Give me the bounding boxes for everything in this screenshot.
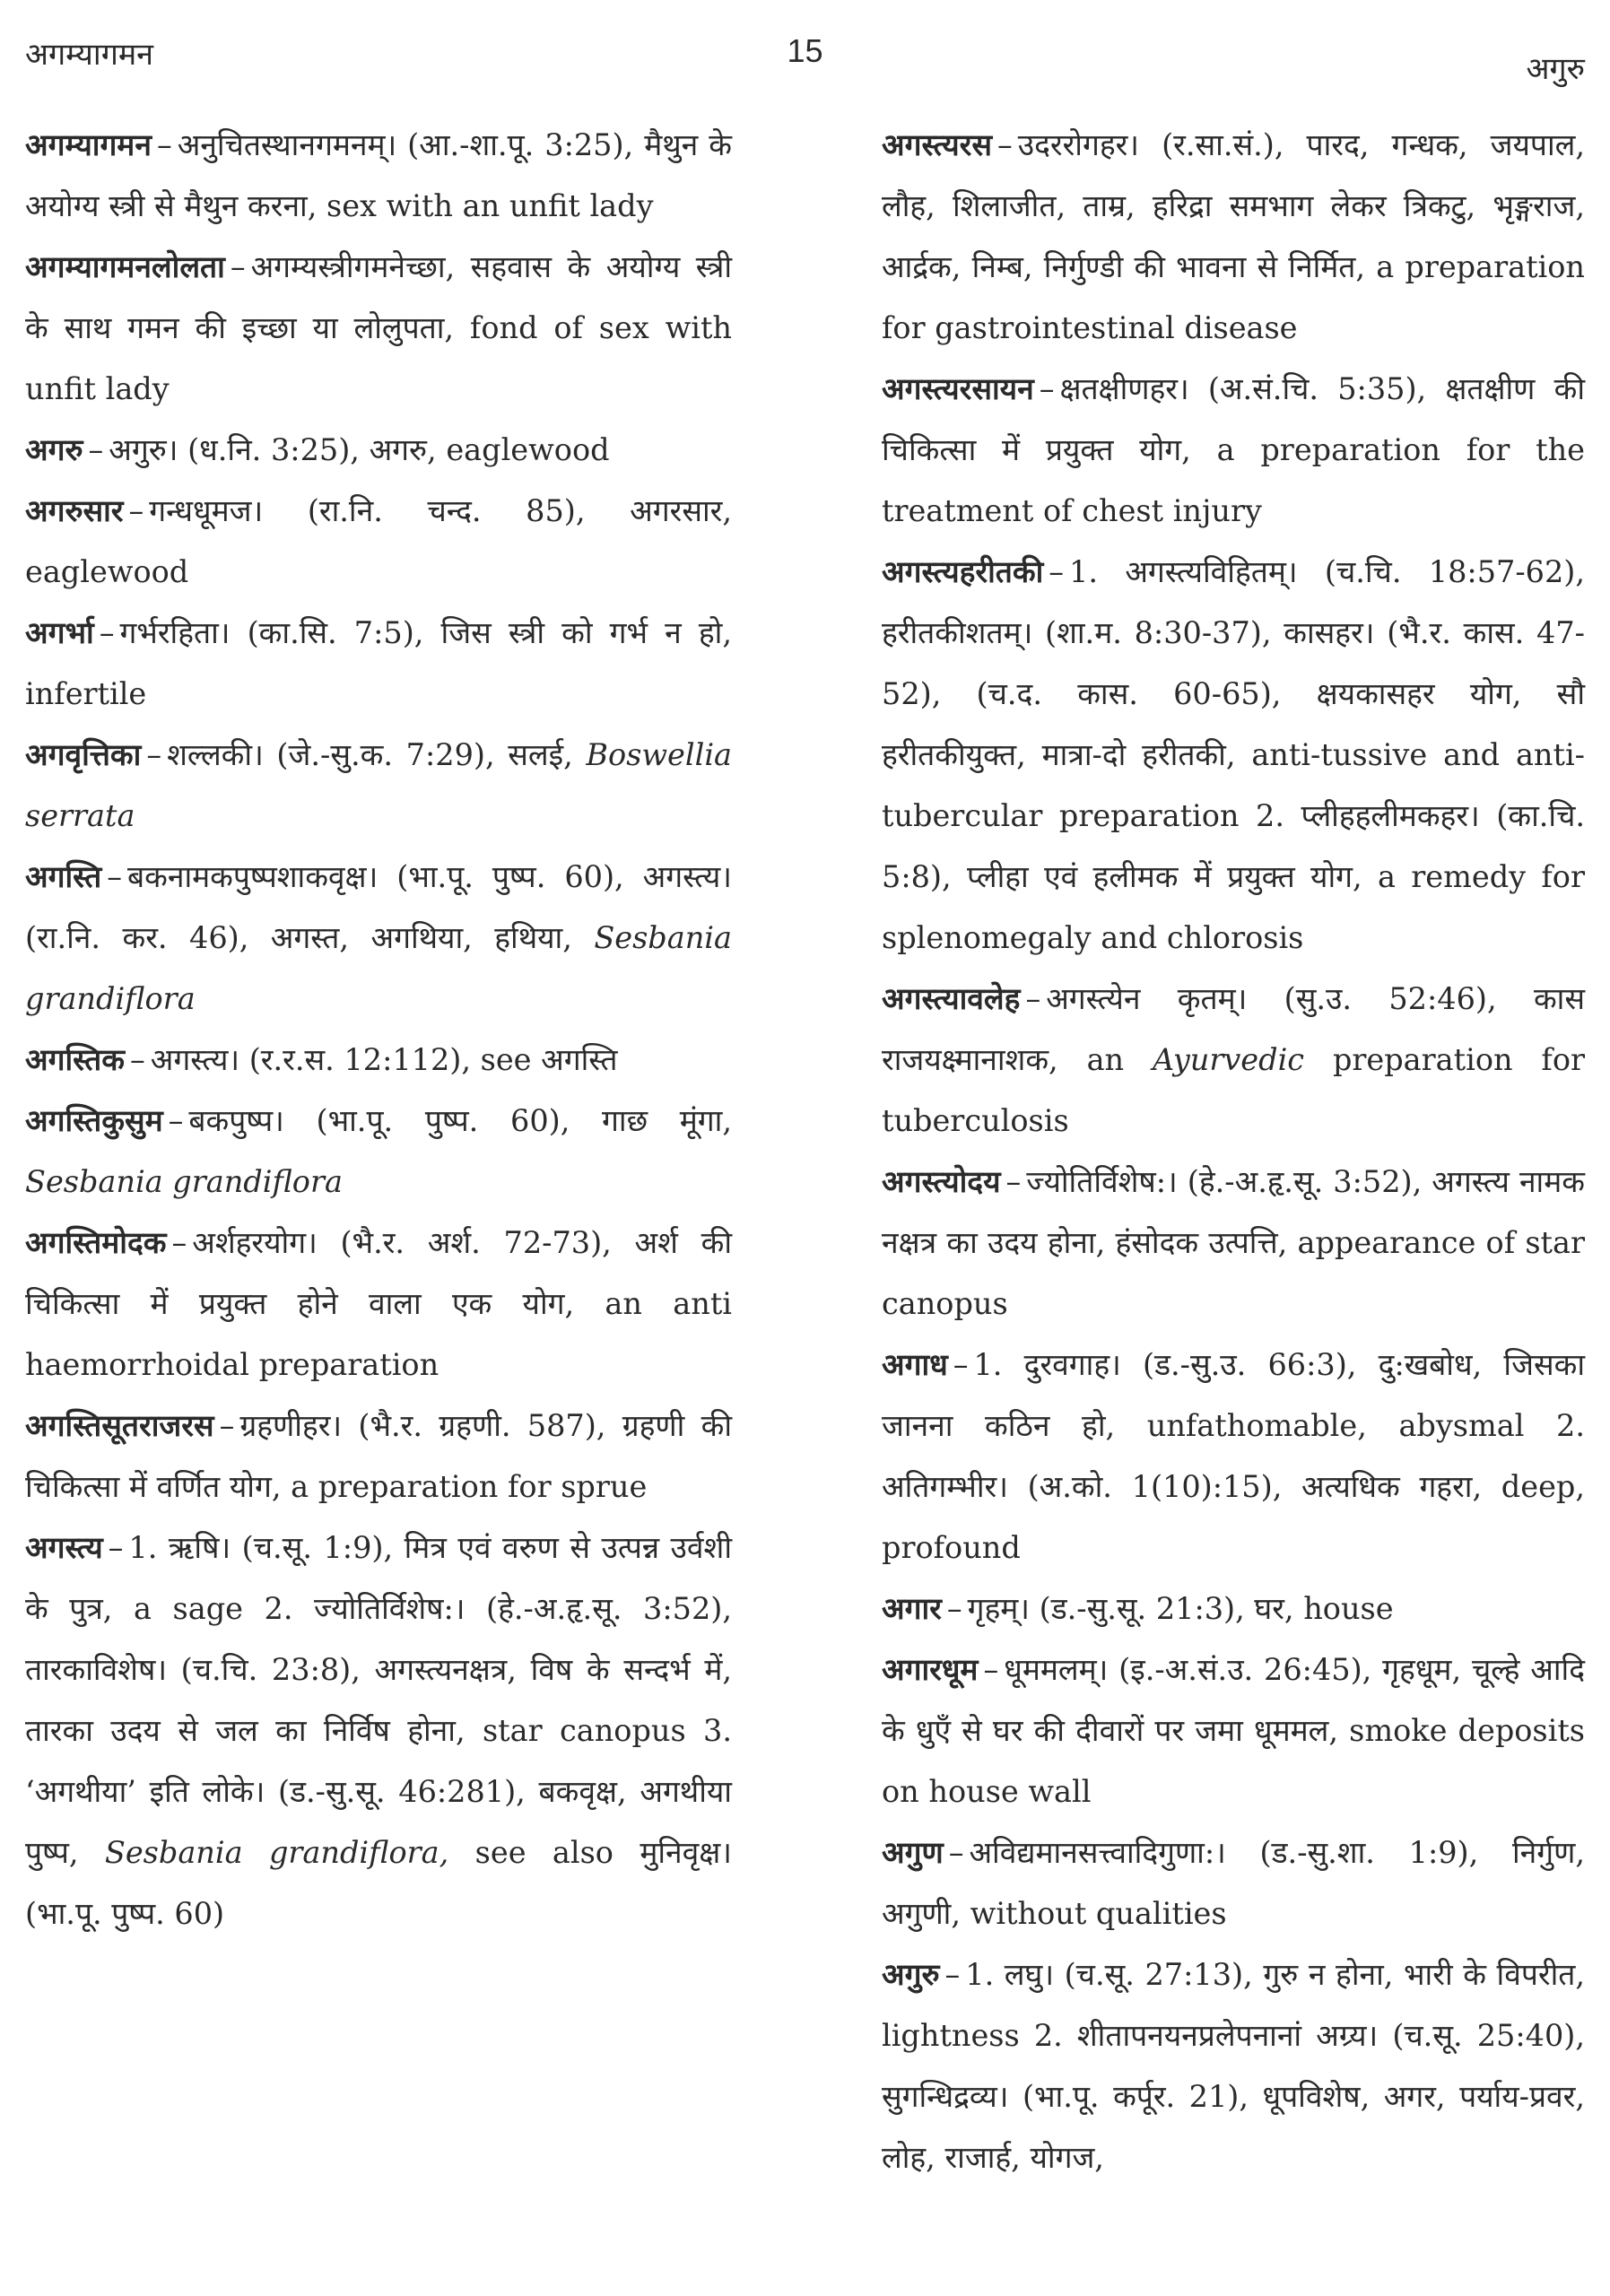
entry-headword: अगम्यागमनलोलता bbox=[25, 249, 225, 284]
dictionary-entry bbox=[882, 1152, 1585, 1335]
dictionary-entry bbox=[25, 1091, 732, 1213]
entry-dash: – bbox=[171, 1225, 187, 1260]
left-column bbox=[25, 115, 732, 2260]
entry-dash: – bbox=[1005, 1164, 1022, 1199]
entry-dash: – bbox=[168, 1103, 184, 1138]
entry-headword: अगाध bbox=[882, 1347, 948, 1382]
entry-definition: गर्भरहिता। (का.सि. 7:5), जिस स्त्री को गर्भ न हो, infertile bbox=[25, 615, 732, 711]
dictionary-entry bbox=[25, 725, 732, 847]
entry-headword: अगम्यागमन bbox=[25, 127, 152, 162]
entry-dash: – bbox=[146, 737, 162, 772]
entry-dash: – bbox=[108, 1530, 124, 1565]
entry-dash: – bbox=[107, 859, 123, 894]
entry-dash: – bbox=[946, 1591, 962, 1626]
dictionary-entry bbox=[25, 237, 732, 420]
entry-dash: – bbox=[99, 615, 115, 650]
dictionary-entry bbox=[882, 1335, 1585, 1578]
entry-headword: अगुण bbox=[882, 1835, 944, 1870]
dictionary-entry bbox=[25, 1396, 732, 1518]
entry-botanical-name: Sesbania grandiflora bbox=[25, 920, 732, 1016]
entry-definition: ज्योतिर्विशेष:। (हे.-अ.हृ.सू. 3:52), अगस्त्य नामक नक्षत्र का उदय होना, हंसोदक उत्पत्ति, appearance of star canopus bbox=[882, 1164, 1585, 1321]
entry-headword: अगस्त्यहरीतकी bbox=[882, 554, 1044, 589]
entry-dash: – bbox=[944, 1957, 961, 1992]
entry-definition: 1. लघु। (च.सू. 27:13), गुरु न होना, भारी के विपरीत, lightness 2. शीतापनयनप्रलेपनानां अग्र्य। (च.सू. 25:40), सुगन्धिद्रव्य। (भा.पू. कर्पूर. 21), धूपविशेष, अगर, पर्याय-प्रवर, लोह, राजार्ह, योगज, bbox=[882, 1957, 1585, 2175]
entry-definition: अगुरु। (ध.नि. 3:25), अगरु, eaglewood bbox=[109, 432, 610, 467]
dictionary-entry bbox=[25, 1030, 732, 1091]
page-number: 15 bbox=[787, 32, 823, 69]
entry-headword: अगस्त्यरसायन bbox=[882, 371, 1034, 406]
entry-definition-tail: see also मुनिवृक्ष। (भा.पू. पुष्प. 60) bbox=[25, 1835, 732, 1931]
entry-definition: 1. ऋषि। (च.सू. 1:9), मित्र एवं वरुण से उत्पन्न उर्वशी के पुत्र, a sage 2. ज्योतिर्विशेष:। (हे.-अ.हृ.सू. 3:52), तारकाविशेष। (च.चि. 23:8), अगस्त्यनक्षत्र, विष के सन्दर्भ में, तारका उदय से जल का निर्विष होना, star canopus 3. ‘अगथीया’ इति लोके। (ड.-सु.सू. 46:281), बकवृक्ष, अगथीया पुष्प, bbox=[25, 1530, 732, 1870]
dictionary-entry bbox=[25, 603, 732, 725]
dictionary-entry bbox=[25, 1213, 732, 1396]
dictionary-entry bbox=[882, 969, 1585, 1152]
entry-definition: गन्धधूमज। (रा.नि. चन्द. 85), अगरसार, eaglewood bbox=[25, 493, 732, 589]
dictionary-entry bbox=[882, 1822, 1585, 1944]
entry-definition: धूममलम्। (इ.-अ.सं.उ. 26:45), गृहधूम, चूल्हे आदि के धुएँ से घर की दीवारों पर जमा धूममल, smoke deposits on house wall bbox=[882, 1652, 1585, 1809]
dictionary-entry bbox=[25, 481, 732, 603]
entry-botanical-name: Sesbania grandiflora bbox=[25, 1164, 343, 1199]
entry-dash: – bbox=[130, 1042, 145, 1077]
entry-botanical-name: Sesbania grandiflora, bbox=[104, 1835, 449, 1870]
entry-definition: अर्शहरयोग। (भै.र. अर्श. 72-73), अर्श की चिकित्सा में प्रयुक्त होने वाला एक योग, an anti haemorrhoidal preparation bbox=[25, 1225, 732, 1382]
entry-definition: अनुचितस्थानगमनम्। (आ.-शा.पू. 3:25), मैथुन के अयोग्य स्त्री से मैथुन करना, sex with an unfit lady bbox=[25, 127, 732, 223]
entry-headword: अगवृत्तिका bbox=[25, 737, 142, 772]
entry-headword: अगस्ति bbox=[25, 859, 102, 894]
entry-definition: अगस्त्येन कृतम्। (सु.उ. 52:46), कास राजयक्ष्मानाशक, an bbox=[882, 981, 1585, 1077]
dictionary-entry bbox=[882, 1639, 1585, 1822]
entry-dash: – bbox=[1039, 371, 1055, 406]
entry-headword: अगस्तिमोदक bbox=[25, 1225, 167, 1260]
entry-headword: अगस्त्य bbox=[25, 1530, 103, 1565]
entry-definition: बकनामकपुष्पशाकवृक्ष। (भा.पू. पुष्प. 60), अगस्त्य। (रा.नि. कर. 46), अगस्त, अगथिया, हथिया, bbox=[25, 859, 732, 955]
entry-headword: अगर्भा bbox=[25, 615, 94, 650]
entry-headword: अगरु bbox=[25, 432, 83, 467]
dictionary-entry bbox=[25, 1518, 732, 1944]
dictionary-entry bbox=[882, 359, 1585, 542]
dictionary-entry bbox=[25, 115, 732, 237]
entry-definition: बकपुष्प। (भा.पू. पुष्प. 60), गाछ मूंगा, bbox=[188, 1103, 732, 1138]
entry-definition: 1. अगस्त्यविहितम्। (च.चि. 18:57-62), हरीतकीशतम्। (शा.म. 8:30-37), कासहर। (भै.र. कास. 47-52), (च.द. कास. 60-65), क्षयकासहर योग, सौ हरीतकीयुक्त, मात्रा-दो हरीतकी, anti-tussive and anti-tubercular preparation 2. प्लीहहलीमकहर। (का.चि. 5:8), प्लीहा एवं हलीमक में प्रयुक्त योग, a remedy for splenomegaly and chlorosis bbox=[882, 554, 1585, 955]
running-head bbox=[25, 32, 1585, 86]
entry-dash: – bbox=[983, 1652, 999, 1687]
entry-definition: अविद्यमानसत्त्वादिगुणा:। (ड.-सु.शा. 1:9), निर्गुण, अगुणी, without qualities bbox=[882, 1835, 1585, 1931]
dictionary-entry bbox=[882, 542, 1585, 969]
entry-dash: – bbox=[948, 1835, 964, 1870]
entry-headword: अगस्त्यरस bbox=[882, 127, 992, 162]
entry-definition: क्षतक्षीणहर। (अ.सं.चि. 5:35), क्षतक्षीण की चिकित्सा में प्रयुक्त योग, a preparation for the treatment of chest injury bbox=[882, 371, 1585, 528]
entry-dash: – bbox=[996, 127, 1013, 162]
dictionary-entry bbox=[25, 847, 732, 1030]
entry-definition: अगम्यस्त्रीगमनेच्छा, सहवास के अयोग्य स्त्री के साथ गमन की इच्छा या लोलुपता, fond of sex with unfit lady bbox=[25, 249, 732, 406]
entry-dash: – bbox=[953, 1347, 969, 1382]
entry-botanical-name: Boswellia serrata bbox=[25, 737, 732, 833]
header-left-guideword: अगम्यागमन bbox=[25, 37, 154, 73]
entry-dash: – bbox=[156, 127, 172, 162]
entry-headword: अगस्तिक bbox=[25, 1042, 125, 1077]
right-column bbox=[878, 115, 1585, 2260]
entry-headword: अगरुसार bbox=[25, 493, 124, 528]
entry-definition: ग्रहणीहर। (भै.र. ग्रहणी. 587), ग्रहणी की चिकित्सा में वर्णित योग, a preparation for sprue bbox=[25, 1408, 732, 1504]
entry-definition: 1. दुरवगाह। (ड.-सु.उ. 66:3), दु:खबोध, जिसका जानना कठिन हो, unfathomable, abysmal 2. अतिगम्भीर। (अ.को. 1(10):15), अत्यधिक गहरा, deep, profound bbox=[882, 1347, 1585, 1565]
entry-definition: उदररोगहर। (र.सा.सं.), पारद, गन्धक, जयपाल, लौह, शिलाजीत, ताम्र, हरिद्रा समभाग लेकर त्रिकटु, भृङ्गराज, आर्द्रक, निम्ब, निर्गुण्डी की भावना से निर्मित, a preparation for gastrointestinal disease bbox=[882, 127, 1585, 345]
entry-botanical-name: Ayurvedic bbox=[1153, 1042, 1305, 1077]
entry-columns bbox=[25, 115, 1585, 2260]
entry-headword: अगस्तिसूतराजरस bbox=[25, 1408, 214, 1443]
entry-headword: अगुरु bbox=[882, 1957, 940, 1992]
entry-definition: अगस्त्य। (र.र.स. 12:112), see अगस्ति bbox=[150, 1042, 618, 1077]
entry-definition: गृहम्। (ड.-सु.सू. 21:3), घर, house bbox=[967, 1591, 1394, 1626]
entry-headword: अगारधूम bbox=[882, 1652, 979, 1687]
entry-definition-tail: preparation for tuberculosis bbox=[882, 1042, 1586, 1138]
entry-dash: – bbox=[88, 432, 104, 467]
entry-headword: अगस्त्यावलेह bbox=[882, 981, 1021, 1016]
entry-definition: शल्लकी। (जे.-सु.क. 7:29), सलई, bbox=[167, 737, 573, 772]
entry-dash: – bbox=[219, 1408, 235, 1443]
dictionary-entry bbox=[882, 1578, 1585, 1639]
entry-dash: – bbox=[1025, 981, 1041, 1016]
header-right-guideword: अगुरु bbox=[1526, 51, 1585, 87]
entry-headword: अगस्त्योदय bbox=[882, 1164, 1001, 1199]
entry-headword: अगार bbox=[882, 1591, 942, 1626]
entry-dash: – bbox=[128, 493, 144, 528]
entry-dash: – bbox=[230, 249, 246, 284]
dictionary-entry bbox=[882, 1944, 1585, 2188]
entry-dash: – bbox=[1049, 554, 1065, 589]
dictionary-entry bbox=[25, 420, 732, 481]
dictionary-entry bbox=[882, 115, 1585, 359]
entry-headword: अगस्तिकुसुम bbox=[25, 1103, 163, 1138]
